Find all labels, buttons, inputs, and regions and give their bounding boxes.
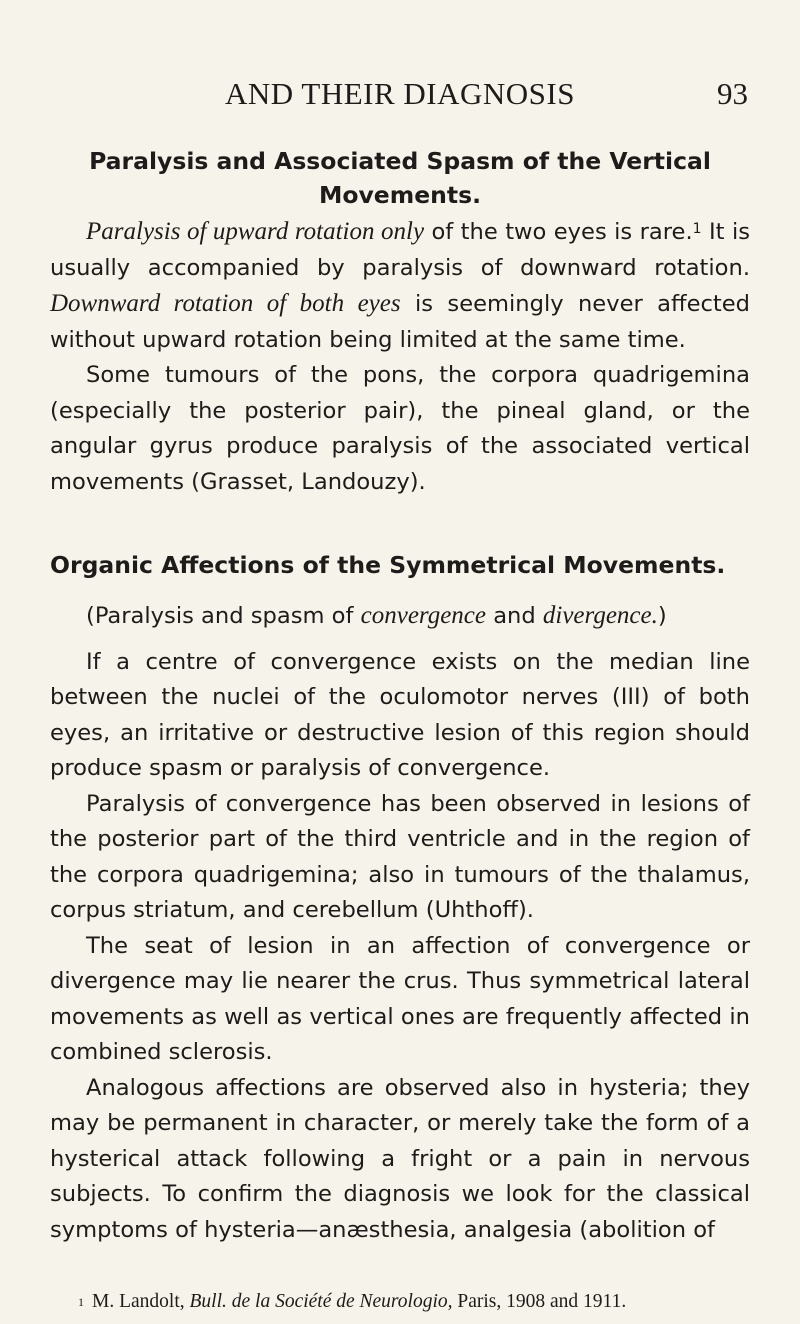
italic-convergence: convergence [360, 602, 487, 629]
footnote [50, 1290, 750, 1314]
paragraph-subheading [50, 598, 750, 635]
paragraph-upward-rotation [50, 214, 750, 358]
italic-phrase-upward: Paralysis of upward rotation only [86, 218, 425, 245]
section-heading-vertical: Paralysis and Associated Spasm of the Vertical Movements. [89, 147, 711, 209]
section-vertical-body [50, 214, 750, 500]
paragraph-tumours: Some tumours of the pons, the corpora quadrigemina (especially the posterior pair), the pineal gland, or the angular gyrus produce paralysis of the associated vertical movements (Grasset, Landouzy). [50, 362, 750, 495]
paragraph-convergence-centre: If a centre of convergence exists on the median line between the nuclei of the oculomotor nerves (III) of both eyes, an irritative or destructive lesion of this region should produce spasm or paralysis of convergence. [50, 648, 750, 781]
paragraph-paralysis-convergence: Paralysis of convergence has been observed in lesions of the posterior part of the third ventricle and in the region of the corpora quadrigemina; also in tumours of the thalamus, corpus striatum, and cerebellum (Uhthoff). [50, 790, 750, 923]
footnote-journal: Bull. de la Société de Neurologio, [189, 1291, 453, 1312]
running-title: AND THEIR DIAGNOSIS [225, 76, 575, 111]
paragraph-hysteria: Analogous affections are observed also in hysteria; they may be permanent in character, or merely take the form of a hysterical attack following a fright or a pain in nervous subjects. To confirm the diagnosis we look for the classical symptoms of hysteria—anæsthesia, analgesia (abolition of [50, 1074, 750, 1243]
running-header [0, 76, 800, 116]
section-symmetrical-movements [50, 548, 750, 582]
footnote-mark: 1 [78, 1295, 84, 1309]
paragraph-seat-of-lesion: The seat of lesion in an affection of convergence or divergence may lie nearer the crus. Thus symmetrical lateral movements as well as vertical ones are frequently affected in combined sclerosis. [50, 932, 750, 1065]
text-span: It is usually accompanied by paralysis of downward rotation. [50, 219, 750, 281]
text-span: ) [657, 603, 667, 629]
section-symmetrical-body [50, 598, 750, 1248]
footnote-ref: 1 [692, 221, 702, 237]
page-number: 93 [717, 76, 748, 111]
text-span: is seemingly never affected without upward rotation being limited at the same time. [50, 291, 750, 353]
section-vertical-movements [50, 144, 750, 212]
italic-divergence: divergence. [542, 602, 658, 629]
footnote-author: M. Landolt, [92, 1291, 190, 1312]
text-span: of the two eyes is rare. [424, 219, 693, 245]
section-heading-symmetrical: Organic Affections of the Symmetrical Movements. [50, 551, 726, 579]
text-span: and [486, 603, 543, 629]
text-span: (Paralysis and spasm of [86, 603, 361, 629]
footnote-rest: Paris, 1908 and 1911. [452, 1291, 627, 1312]
italic-phrase-downward: Downward rotation of both eyes [50, 290, 401, 317]
